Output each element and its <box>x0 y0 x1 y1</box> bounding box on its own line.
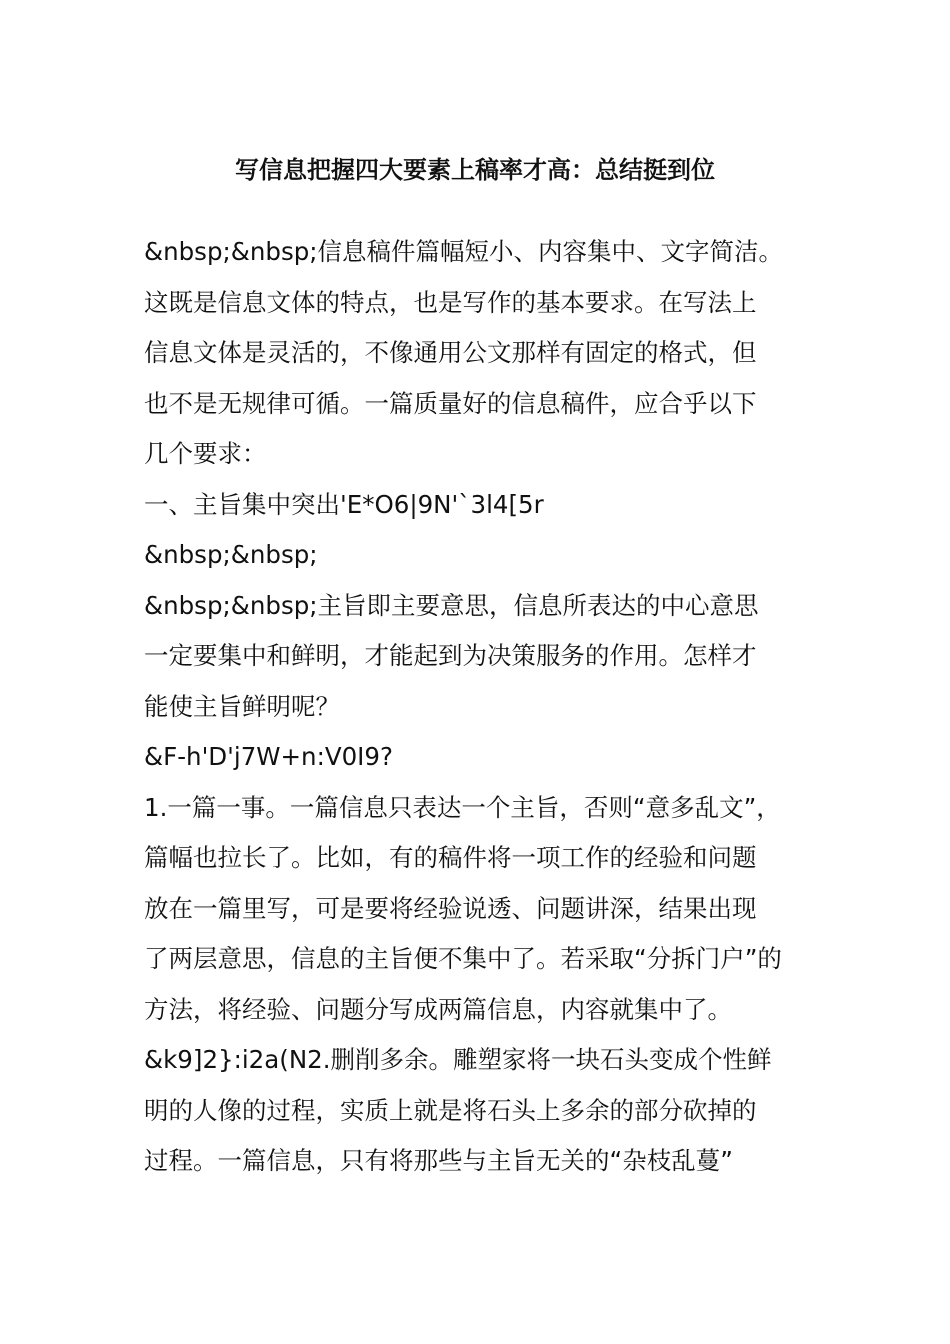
body-line: &nbsp;&nbsp;信息稿件篇幅短小、内容集中、文字简洁。 <box>144 237 784 266</box>
body-line: 了两层意思，信息的主旨便不集中了。若采取“分拆门户”的 <box>144 944 782 973</box>
body-line: 也不是无规律可循。一篇质量好的信息稿件，应合乎以下 <box>144 388 757 418</box>
body-line: 能使主旨鲜明呢？ <box>144 691 340 721</box>
body-line: 1.一篇一事。一篇信息只表达一个主旨，否则“意多乱文”， <box>144 792 781 822</box>
body-line: &k9]2}:i2a(N2.删削多余。雕塑家将一块石头变成个性鲜 <box>144 1045 772 1074</box>
body-line: 篇幅也拉长了。比如，有的稿件将一项工作的经验和问题 <box>144 843 757 872</box>
body-line: 放在一篇里写，可是要将经验说透、问题讲深，结果出现 <box>144 893 757 923</box>
body-line: &nbsp;&nbsp; <box>144 540 318 569</box>
body-line: 明的人像的过程，实质上就是将石头上多余的部分砍掉的 <box>144 1095 757 1125</box>
body-line: 几个要求： <box>144 439 267 468</box>
document-title: 写信息把握四大要素上稿率才高：总结挺到位 <box>235 156 715 184</box>
body-line: 信息文体是灵活的，不像通用公文那样有固定的格式，但 <box>144 338 757 367</box>
section-heading: 一、主旨集中突出'E*O6|9N'`3l4[5r <box>144 489 544 519</box>
body-line: 过程。一篇信息，只有将那些与主旨无关的“杂枝乱蔓” <box>144 1146 733 1175</box>
body-line: 这既是信息文体的特点，也是写作的基本要求。在写法上 <box>144 287 757 317</box>
body-line: &nbsp;&nbsp;主旨即主要意思，信息所表达的中心意思 <box>144 590 759 620</box>
body-line: &F-h'D'j7W+n:V0I9? <box>144 742 393 771</box>
body-line: 方法，将经验、问题分写成两篇信息，内容就集中了。 <box>144 994 732 1024</box>
body-line: 一定要集中和鲜明，才能起到为决策服务的作用。怎样才 <box>144 641 757 670</box>
document-body <box>144 227 834 1187</box>
